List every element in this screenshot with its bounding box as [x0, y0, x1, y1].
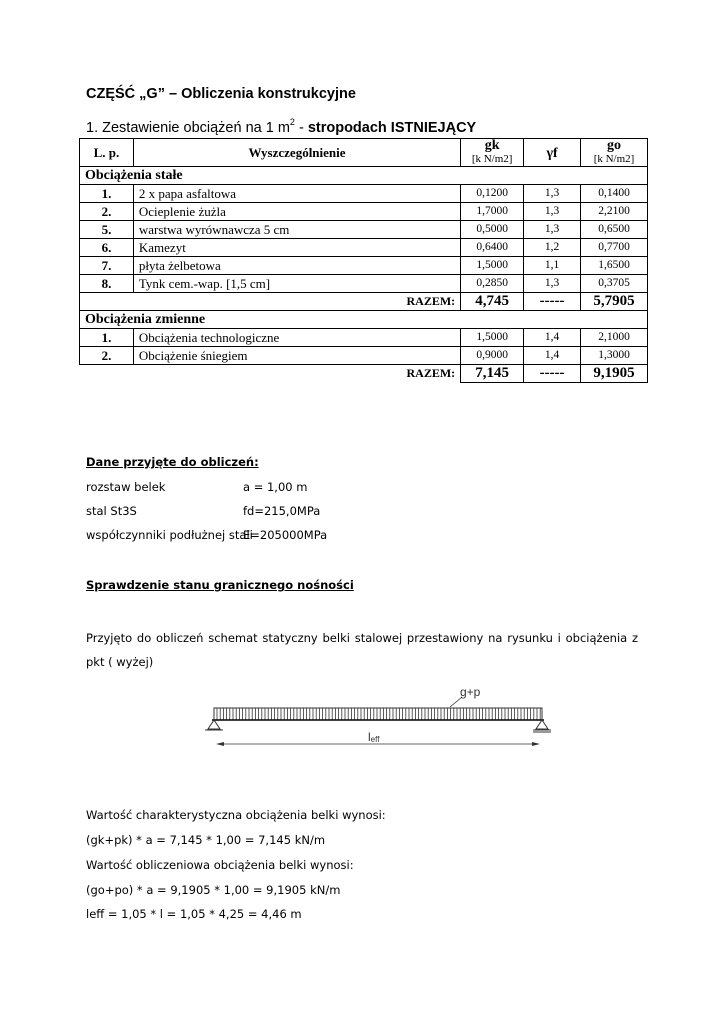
- table-header-row: [80, 139, 648, 167]
- row-gk: 0,9000: [461, 347, 524, 365]
- table-row: [80, 203, 648, 221]
- header-go-unit: [k N/m2]: [593, 153, 635, 165]
- row-yf: 1,4: [524, 329, 581, 347]
- header-go: [581, 139, 648, 167]
- row-gk: 0,5000: [461, 221, 524, 239]
- section-variable-loads: Obciążenia zmienne: [80, 311, 648, 329]
- calc-line: (go+po) * a = 9,1905 * 1,00 = 9,1905 kN/m: [86, 883, 341, 897]
- left-support-icon: [208, 720, 220, 729]
- table-row: [80, 275, 648, 293]
- table-row: [80, 185, 648, 203]
- section-title-bold: stropodach ISTNIEJĄCY: [307, 119, 477, 136]
- sum-gk: 7,145: [461, 365, 524, 383]
- load-label: g+p: [460, 685, 481, 699]
- row-desc: Tynk cem.-wap. [1,5 cm]: [133, 275, 460, 293]
- dane-value: E=205000MPa: [243, 528, 328, 542]
- row-lp: 1.: [80, 185, 134, 203]
- sgn-heading: Sprawdzenie stanu granicznego nośności: [86, 578, 354, 592]
- row-go: 0,1400: [581, 185, 648, 203]
- row-desc: Ocieplenie żużla: [133, 203, 460, 221]
- sum-go: 5,7905: [581, 293, 648, 311]
- row-lp: 2.: [80, 347, 134, 365]
- row-yf: 1,1: [524, 257, 581, 275]
- page-title: CZĘŚĆ „G” – Obliczenia konstrukcyjne: [86, 86, 356, 102]
- loads-table: [79, 138, 648, 383]
- row-lp: 6.: [80, 239, 134, 257]
- row-desc: Obciążenia technologiczne: [133, 329, 460, 347]
- row-go: 1,3000: [581, 347, 648, 365]
- sum-gk: 4,745: [461, 293, 524, 311]
- row-desc: 2 x papa asfaltowa: [133, 185, 460, 203]
- row-desc: warstwa wyrównawcza 5 cm: [133, 221, 460, 239]
- header-gk-unit: [k N/m2]: [471, 153, 513, 165]
- sum-yf: -----: [524, 365, 581, 383]
- header-yf: [524, 139, 581, 167]
- span-label: [368, 730, 380, 744]
- row-desc: płyta żelbetowa: [133, 257, 460, 275]
- row-yf: 1,3: [524, 221, 581, 239]
- row-lp: 8.: [80, 275, 134, 293]
- table-row: [80, 347, 648, 365]
- header-yf-symbol: γf: [546, 146, 558, 161]
- table-row: [80, 239, 648, 257]
- dane-heading: Dane przyjęte do obliczeń:: [86, 455, 259, 469]
- header-lp: L. p.: [80, 139, 134, 167]
- row-lp: 1.: [80, 329, 134, 347]
- row-go: 0,6500: [581, 221, 648, 239]
- section-row: [80, 311, 648, 329]
- row-go: 0,7700: [581, 239, 648, 257]
- dane-value: fd=215,0MPa: [243, 504, 321, 518]
- row-yf: 1,4: [524, 347, 581, 365]
- right-support-icon: [536, 720, 548, 729]
- row-yf: 1,3: [524, 275, 581, 293]
- sum-yf: -----: [524, 293, 581, 311]
- calc-line: (gk+pk) * a = 7,145 * 1,00 = 7,145 kN/m: [86, 833, 326, 847]
- row-desc: Kamezyt: [133, 239, 460, 257]
- header-gk-symbol: gk: [484, 138, 500, 153]
- row-gk: 1,7000: [461, 203, 524, 221]
- header-desc: Wyszczególnienie: [133, 139, 460, 167]
- table-row: [80, 257, 648, 275]
- sum-label: RAZEM:: [80, 365, 461, 383]
- calc-line: leff = 1,05 * l = 1,05 * 4,25 = 4,46 m: [86, 907, 302, 921]
- row-go: 1,6500: [581, 257, 648, 275]
- row-yf: 1,3: [524, 185, 581, 203]
- row-gk: 0,1200: [461, 185, 524, 203]
- row-desc: Obciążenie śniegiem: [133, 347, 460, 365]
- header-gk: [461, 139, 524, 167]
- dane-label: stal St3S: [86, 504, 137, 518]
- row-lp: 5.: [80, 221, 134, 239]
- row-gk: 1,5000: [461, 329, 524, 347]
- span-label-main: l: [368, 730, 371, 744]
- sum-row: [80, 365, 648, 383]
- sum-go: 9,1905: [581, 365, 648, 383]
- beam-diagram: [200, 684, 560, 754]
- section-title-sup: 2: [289, 117, 295, 127]
- section-title-prefix: 1. Zestawienie obciążeń na 1 m: [86, 119, 290, 136]
- section-permanent-loads: Obciążenia stałe: [80, 167, 648, 185]
- sum-label: RAZEM:: [80, 293, 461, 311]
- row-go: 0,3705: [581, 275, 648, 293]
- row-lp: 2.: [80, 203, 134, 221]
- calc-line: Wartość charakterystyczna obciążenia belki wynosi:: [86, 808, 386, 822]
- sgn-paragraph: Przyjęto do obliczeń schemat statyczny belki stalowej przestawiony na rysunku i obciążenia z pkt ( wyżej): [86, 631, 638, 669]
- variable-loads-body: [80, 329, 648, 365]
- sum-row: [80, 293, 648, 311]
- dane-label: rozstaw belek: [86, 480, 166, 494]
- row-gk: 1,5000: [461, 257, 524, 275]
- section-title: [86, 118, 476, 136]
- calc-line: Wartość obliczeniowa obciążenia belki wynosi:: [86, 858, 354, 872]
- section-title-dash: -: [294, 119, 308, 136]
- row-go: 2,1000: [581, 329, 648, 347]
- header-go-symbol: go: [607, 138, 621, 153]
- row-go: 2,2100: [581, 203, 648, 221]
- distributed-load-icon: [214, 708, 542, 720]
- row-lp: 7.: [80, 257, 134, 275]
- row-gk: 0,2850: [461, 275, 524, 293]
- permanent-loads-body: [80, 185, 648, 293]
- row-yf: 1,3: [524, 203, 581, 221]
- row-yf: 1,2: [524, 239, 581, 257]
- table-row: [80, 329, 648, 347]
- table-row: [80, 221, 648, 239]
- row-gk: 0,6400: [461, 239, 524, 257]
- span-label-sub: eff: [370, 735, 380, 744]
- section-row: [80, 167, 648, 185]
- dane-label: współczynniki podłużnej stali: [86, 528, 253, 542]
- dane-value: a = 1,00 m: [243, 480, 308, 494]
